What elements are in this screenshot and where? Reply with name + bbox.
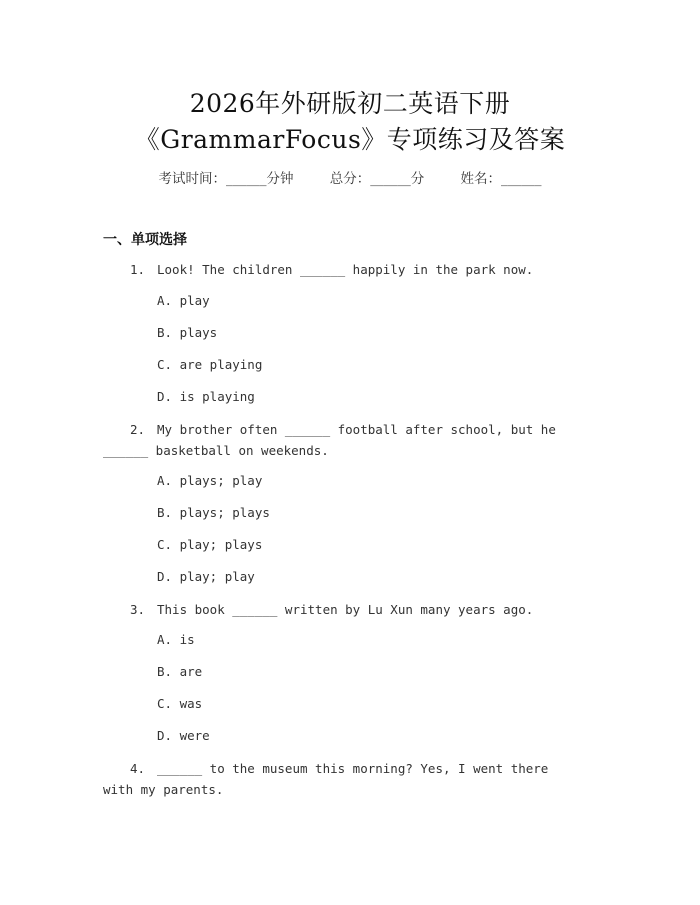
question-number: 2. bbox=[130, 422, 146, 437]
option-3a: A. is bbox=[157, 632, 195, 647]
question-text: My brother often ______ football after school, but he ______ basketball on weekends. bbox=[103, 422, 556, 458]
question-number: 4. bbox=[130, 761, 146, 776]
student-name: 姓名：______ bbox=[460, 171, 542, 187]
option-3d: D. were bbox=[157, 728, 210, 743]
page-title-line2: 《GrammarFocus》专项练习及答案 bbox=[134, 125, 566, 154]
question-4 bbox=[103, 758, 573, 800]
option-1c: C. are playing bbox=[157, 357, 263, 372]
question-number: 3. bbox=[130, 602, 146, 617]
question-1 bbox=[103, 259, 573, 280]
question-3 bbox=[103, 599, 573, 620]
question-text: Look! The children ______ happily in the park now. bbox=[157, 262, 534, 277]
option-2b: B. plays; plays bbox=[157, 505, 270, 520]
option-3b: B. are bbox=[157, 664, 203, 679]
option-2a: A. plays; play bbox=[157, 473, 263, 488]
option-2d: D. play; play bbox=[157, 569, 255, 584]
option-1b: B. plays bbox=[157, 325, 218, 340]
question-2 bbox=[103, 419, 573, 461]
question-text: This book ______ written by Lu Xun many years ago. bbox=[157, 602, 534, 617]
section-title: 一、单项选择 bbox=[103, 232, 187, 248]
option-2c: C. play; plays bbox=[157, 537, 263, 552]
total-score: 总分：______分 bbox=[329, 171, 425, 187]
exam-info bbox=[0, 167, 700, 187]
option-1d: D. is playing bbox=[157, 389, 255, 404]
page-title-line1: 2026年外研版初二英语下册 bbox=[189, 89, 511, 118]
option-3c: C. was bbox=[157, 696, 203, 711]
question-text: ______ to the museum this morning? Yes, I went there with my parents. bbox=[103, 761, 549, 797]
exam-time: 考试时间：______分钟 bbox=[158, 171, 294, 187]
question-number: 1. bbox=[130, 262, 146, 277]
option-1a: A. play bbox=[157, 293, 210, 308]
